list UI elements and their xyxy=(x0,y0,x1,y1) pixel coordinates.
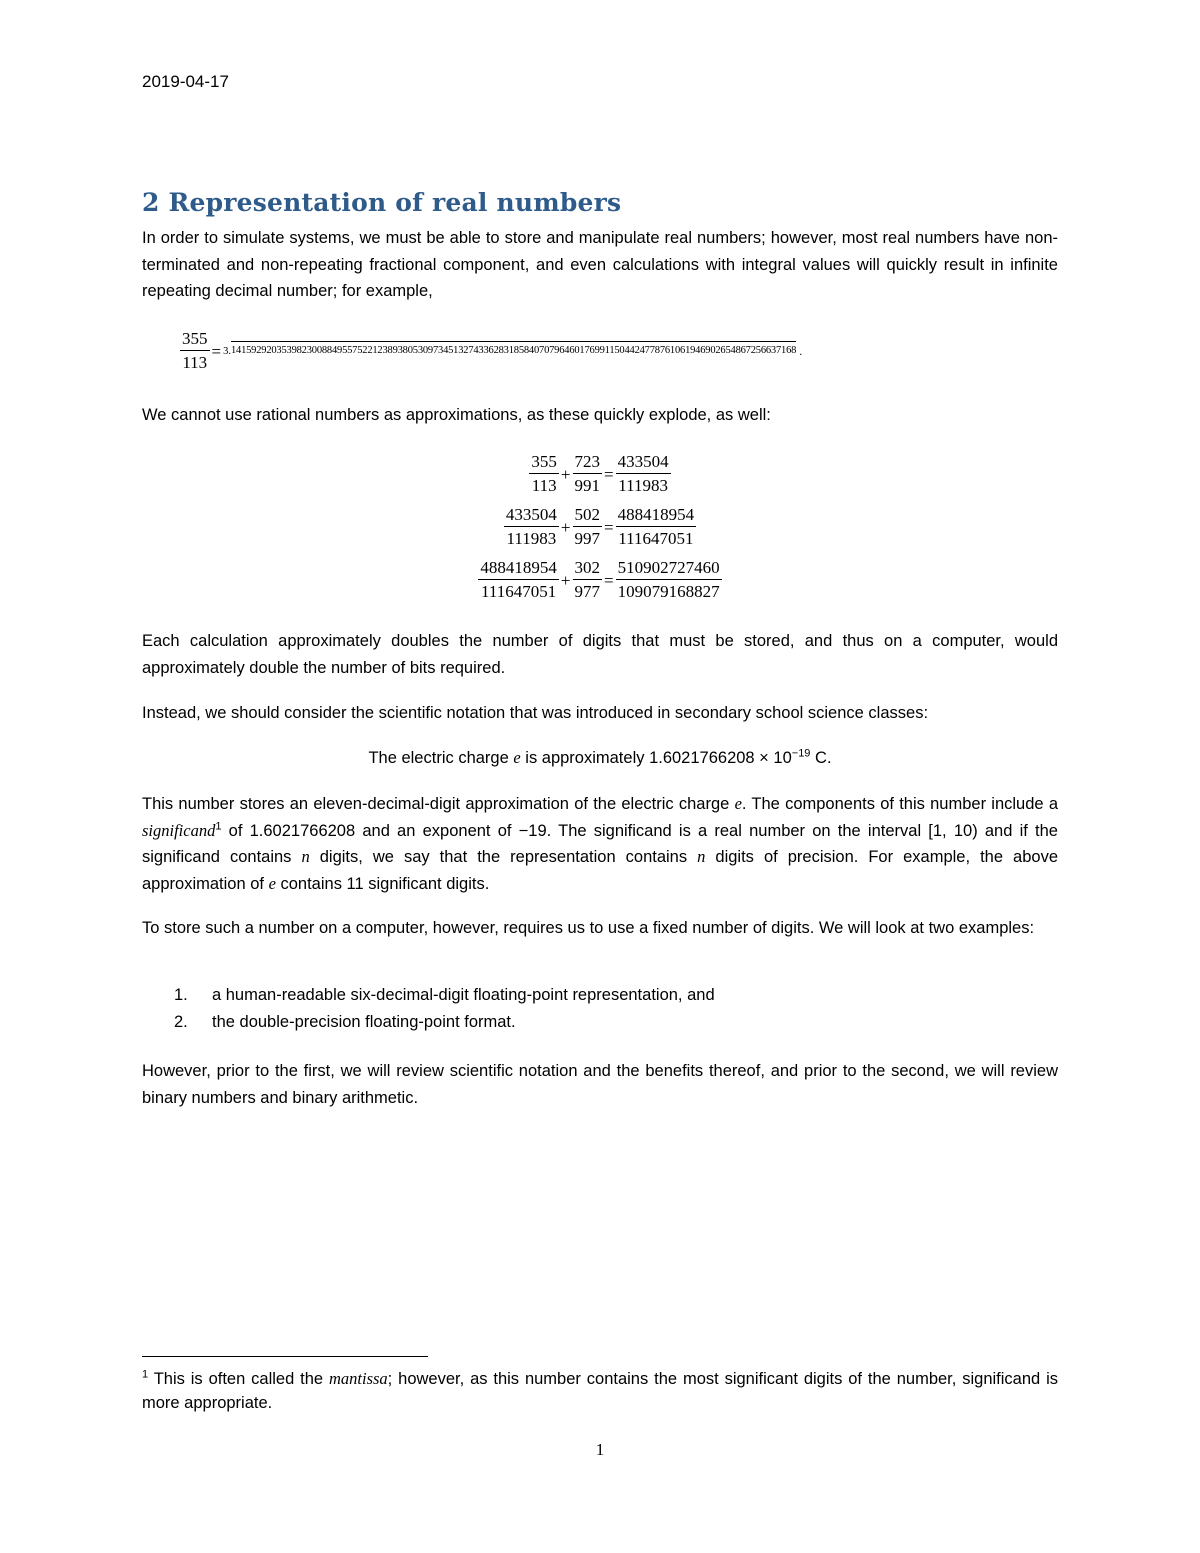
example-fraction xyxy=(180,328,210,375)
list-number: 1. xyxy=(174,986,188,1004)
fraction xyxy=(478,557,559,604)
intro-paragraph: In order to simulate systems, we must be able to store and manipulate real numbers; however, most real numbers have non-terminated and non-repeating fractional component, and even calculations with integral values will quickly result in infinite repeating decimal number; for example, xyxy=(142,229,1058,300)
fraction xyxy=(573,557,603,604)
example-equation xyxy=(180,328,802,375)
denominator: 113 xyxy=(531,476,557,495)
fraction xyxy=(504,504,559,551)
footnote-text: This is often called the xyxy=(148,1370,329,1388)
fraction xyxy=(616,451,671,498)
instead-paragraph: Instead, we should consider the scientific notation that was introduced in secondary school science classes: xyxy=(142,704,929,722)
numerator: 433504 xyxy=(616,451,671,474)
charge-line xyxy=(142,745,1058,772)
fraction xyxy=(573,451,603,498)
header-date: 2019-04-17 xyxy=(142,72,229,91)
plus-sign: + xyxy=(560,570,571,590)
fraction xyxy=(616,557,722,604)
rational-equations xyxy=(0,448,1200,607)
numerator: 433504 xyxy=(504,504,559,527)
equals-sign: = xyxy=(604,570,614,590)
text-run: This number stores an eleven-decimal-digit approximation of the electric charge xyxy=(142,795,735,813)
numerator: 510902727460 xyxy=(616,557,722,580)
footnote-reference[interactable]: 1 xyxy=(215,820,222,832)
equals-sign: = xyxy=(604,464,614,484)
denominator: 111983 xyxy=(618,476,668,495)
numerator: 355 xyxy=(529,451,559,474)
list-text: a human-readable six-decimal-digit floating-point representation, and xyxy=(212,986,715,1004)
footnote-mark: 1 xyxy=(142,1368,149,1381)
charge-exponent: −19 xyxy=(791,747,811,760)
rational-intro: We cannot use rational numbers as approximations, as these quickly explode, as well: xyxy=(142,406,771,424)
fraction xyxy=(529,451,559,498)
fraction-numerator: 355 xyxy=(180,328,210,351)
footnote-separator xyxy=(142,1356,428,1357)
denominator: 991 xyxy=(574,476,600,495)
text-run: contains 11 significant digits. xyxy=(275,874,490,893)
repeating-decimal: 1415929203539823008849557522123893805309734513274336283185840707964601769911504424778761061946902654867256637168 xyxy=(231,341,796,356)
fraction xyxy=(573,504,603,551)
list-item xyxy=(174,986,715,1005)
numerator: 502 xyxy=(573,504,603,527)
numerator: 488418954 xyxy=(616,504,697,527)
mantissa-term: mantissa xyxy=(328,1369,388,1388)
list-text: the double-precision floating-point format. xyxy=(212,1013,516,1031)
section-heading: 2 Representation of real numbers xyxy=(142,188,622,217)
charge-before: The electric charge xyxy=(368,749,514,767)
decimal-prefix: 3. xyxy=(223,346,231,357)
equation-row xyxy=(0,501,1200,554)
numerator: 488418954 xyxy=(478,557,559,580)
denominator: 111983 xyxy=(506,529,557,548)
symbol-e: e xyxy=(268,873,276,893)
page-number: 1 xyxy=(595,1440,605,1459)
however-paragraph: However, prior to the first, we will review scientific notation and the benefits thereof, and prior to the second, we will review binary numbers and binary arithmetic. xyxy=(142,1062,1058,1107)
denominator: 977 xyxy=(574,582,600,601)
charge-symbol: e xyxy=(513,748,521,767)
denominator: 109079168827 xyxy=(617,582,720,601)
denominator: 111647051 xyxy=(481,582,557,601)
significand-term: significand xyxy=(142,820,216,840)
charge-unit: C. xyxy=(810,749,832,767)
denominator: 997 xyxy=(574,529,600,548)
text-run: of 1.6021766208 and an exponent of −19. The significand is a real number on the interval [1, 10) and if the significand contains xyxy=(142,821,1058,866)
text-run: digits of precision. For example, the above approximation of xyxy=(142,848,1059,893)
plus-sign: + xyxy=(560,464,571,484)
plus-sign: + xyxy=(560,517,571,537)
fraction xyxy=(616,504,697,551)
list-number: 2. xyxy=(174,1013,188,1031)
numerator: 302 xyxy=(573,557,603,580)
symbol-n: n xyxy=(697,847,706,866)
doubling-paragraph: Each calculation approximately doubles the number of digits that must be stored, and thus on a computer, would approximately double the number of bits required. xyxy=(142,632,1058,677)
equation-row xyxy=(0,554,1200,607)
decimal-trail: . xyxy=(799,344,803,358)
eleven-digit-paragraph xyxy=(142,791,1058,897)
fraction-denominator: 113 xyxy=(182,353,208,372)
charge-middle: is approximately 1.6021766208 × 10 xyxy=(520,749,792,767)
symbol-e: e xyxy=(734,794,742,813)
numerator: 723 xyxy=(573,451,603,474)
footnote xyxy=(142,1367,1058,1415)
symbol-n: n xyxy=(301,847,310,866)
store-paragraph: To store such a number on a computer, however, requires us to use a fixed number of digits. We will look at two examples: xyxy=(142,919,1035,937)
text-run: . The components of this number include a xyxy=(741,795,1058,813)
text-run: digits, we say that the representation contains xyxy=(309,848,698,866)
list-item xyxy=(174,1013,516,1032)
equals-sign: = xyxy=(604,517,614,537)
equation-row xyxy=(0,448,1200,501)
footnote-text: ; however, as this number contains the most significant digits of the number, significand is more appropriate. xyxy=(142,1370,1058,1412)
denominator: 111647051 xyxy=(618,529,694,548)
equals-sign: = xyxy=(211,341,222,361)
